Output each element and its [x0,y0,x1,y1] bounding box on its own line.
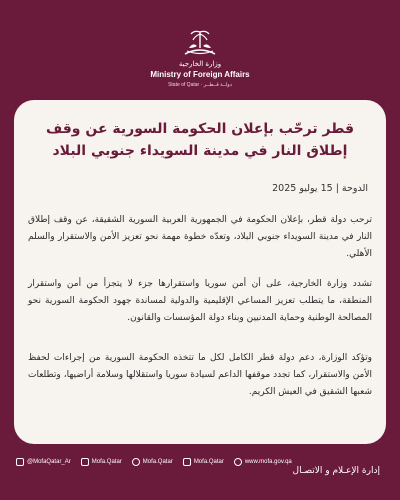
header [0,0,400,100]
social-facebook[interactable] [132,458,173,466]
social-x-label: @MofaQatar_Ar [27,459,71,465]
statement-headline [26,118,374,162]
headline-line-2: إطلاق النار في مدينة السويداء جنوبي البلاد [52,143,348,159]
qatar-emblem-icon [175,26,225,60]
social-youtube-label: Mofa.Qatar [193,459,224,465]
instagram-icon [81,458,89,466]
state-of-qatar-label: State of Qatar · دولــة قــطــر [168,82,232,88]
ministry-name-arabic: وزارة الخارجية [178,60,222,68]
social-website[interactable] [234,458,292,466]
media-department-label: إدارة الإعـلام و الاتصـال [292,466,380,476]
paragraph-3: وتؤكد الوزارة، دعم دولة قطر الكامل لكل ما تتخذه الحكومة السورية من إجراءات لحفظ الأمن والاستقرار، كما تجدد موقفها الداعم لسيادة سوريا واستقلالها وسلامة أراضيها، وتطلعات شعبها الشقيق في العيش الكريم. [28,353,372,397]
social-instagram[interactable] [81,458,122,466]
social-website-label: www.mofa.gov.qa [244,459,292,465]
ministry-name-english: Ministry of Foreign Affairs [150,70,250,79]
youtube-icon [183,458,191,466]
globe-icon [234,458,242,466]
social-instagram-label: Mofa.Qatar [91,459,122,465]
paragraph-2: تشدد وزارة الخارجية، على أن أمن سوريا واستقرارها جزء لا يتجزأ من أمن واستقرار المنطقة، ما يتطلب تعزيز المساعي الإقليمية والدولية لمساندة جهود الحكومة السورية نحو المصالحة الوطنية وحماية المدنيين وبناء دولة المؤسسات والقانون. [28,279,372,323]
x-icon [16,458,24,466]
dateline: الدوحة | 15 يوليو 2025 [272,183,368,194]
paragraph-1: ترحب دولة قطر، بإعلان الحكومة في الجمهورية العربية السورية الشقيقة، عن وقف إطلاق النار في مدينة السويداء جنوبي البلاد، وتعدّه خطوة مهمة نحو تعزيز الأمن والاستقرار والسلم الأهلي. [28,215,372,259]
statement-card [14,100,386,444]
social-facebook-label: Mofa.Qatar [142,459,173,465]
footer [0,452,400,500]
social-links [16,458,292,466]
social-youtube[interactable] [183,458,224,466]
headline-line-1: قطر ترحّب بإعلان الحكومة السورية عن وقف [45,121,355,137]
facebook-icon [132,458,140,466]
social-x[interactable] [16,458,71,466]
